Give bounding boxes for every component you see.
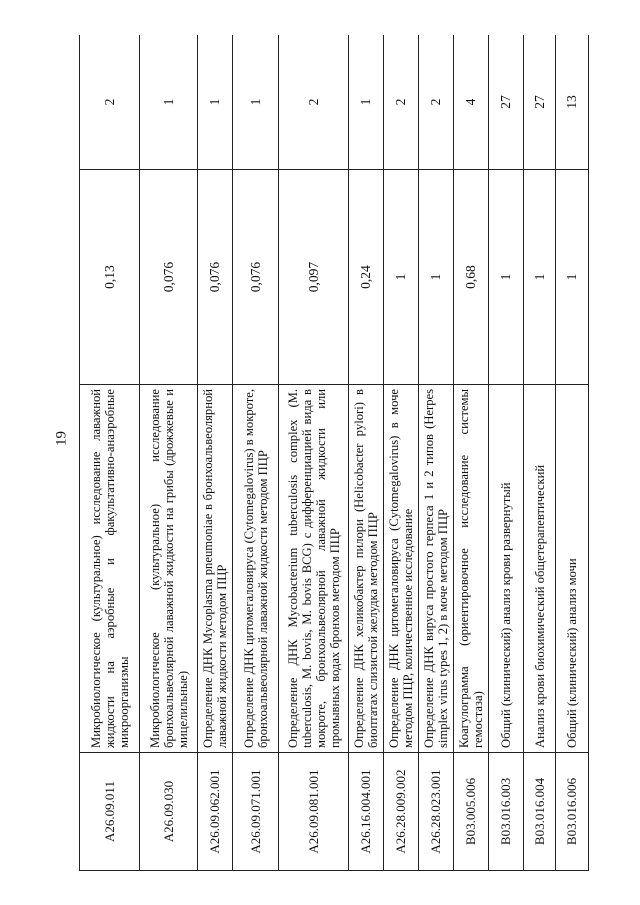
service-code: A26.09.081.001 bbox=[279, 753, 349, 871]
provision-frequency: 0,24 bbox=[349, 170, 384, 385]
service-name: Общий (клинический) анализ крови развернутый bbox=[489, 385, 524, 753]
service-code: A26.28.023.001 bbox=[419, 753, 454, 871]
provision-multiplicity: 2 bbox=[384, 35, 419, 170]
provision-frequency: 0,076 bbox=[232, 170, 279, 385]
service-code: B03.005.006 bbox=[454, 753, 489, 871]
service-code: B03.016.003 bbox=[489, 753, 524, 871]
provision-multiplicity: 13 bbox=[556, 35, 589, 170]
provision-multiplicity: 2 bbox=[419, 35, 454, 170]
table-row bbox=[197, 35, 232, 871]
provision-multiplicity: 2 bbox=[279, 35, 349, 170]
table-row bbox=[419, 35, 454, 871]
table-row bbox=[454, 35, 489, 871]
service-name: Микробиологическое (культуральное) исследование лаважной жидкости на аэробные и факультативно-анаэробные микроорганизмы bbox=[80, 385, 140, 753]
table-row bbox=[384, 35, 419, 871]
provision-frequency: 1 bbox=[489, 170, 524, 385]
service-name: Определение ДНК Mycobacterium tuberculosis complex (M. tuberculosis, M. bovis, M. bovis BCG) с дифференциацией вида в мокроте, бронхоальвеолярной лаважной жидкости или промывных водах бронхов методом ПЦР bbox=[279, 385, 349, 753]
provision-frequency: 0,076 bbox=[140, 170, 197, 385]
service-name: Определение ДНК Mycoplasma pneumoniae в бронхоальвеолярной лаважной жидкости методом ПЦР bbox=[197, 385, 232, 753]
service-code: A26.09.011 bbox=[80, 753, 140, 871]
provision-multiplicity: 27 bbox=[489, 35, 524, 170]
service-code: A26.09.071.001 bbox=[232, 753, 279, 871]
table-row bbox=[232, 35, 279, 871]
rotated-table-container bbox=[79, 35, 589, 871]
provision-frequency: 1 bbox=[556, 170, 589, 385]
provision-multiplicity: 4 bbox=[454, 35, 489, 170]
provision-multiplicity: 1 bbox=[140, 35, 197, 170]
services-table-region bbox=[79, 35, 589, 871]
provision-multiplicity: 1 bbox=[349, 35, 384, 170]
service-code: A26.09.062.001 bbox=[197, 753, 232, 871]
service-code: A26.16.004.001 bbox=[349, 753, 384, 871]
provision-multiplicity: 1 bbox=[232, 35, 279, 170]
services-table bbox=[79, 35, 589, 871]
service-code: B03.016.004 bbox=[524, 753, 556, 871]
provision-multiplicity: 2 bbox=[80, 35, 140, 170]
service-name: Определение ДНК цитомегаловируса (Cytomegalovirus) в моче методом ПЦР, количественное исследование bbox=[384, 385, 419, 753]
service-name: Анализ крови биохимический общетерапевтический bbox=[524, 385, 556, 753]
provision-frequency: 1 bbox=[384, 170, 419, 385]
table-row bbox=[140, 35, 197, 871]
provision-frequency: 1 bbox=[419, 170, 454, 385]
provision-frequency: 0,68 bbox=[454, 170, 489, 385]
service-name: Коагулограмма (ориентировочное исследование системы гемостаза) bbox=[454, 385, 489, 753]
table-row bbox=[489, 35, 524, 871]
provision-frequency: 0,076 bbox=[197, 170, 232, 385]
table-row bbox=[556, 35, 589, 871]
service-code: A26.09.030 bbox=[140, 753, 197, 871]
provision-multiplicity: 27 bbox=[524, 35, 556, 170]
table-row bbox=[524, 35, 556, 871]
service-name: Определение ДНК вируса простого герпеса 1 и 2 типов (Herpes simplex virus types 1, 2) в моче методом ПЦР bbox=[419, 385, 454, 753]
table-row bbox=[349, 35, 384, 871]
service-name: Общий (клинический) анализ мочи bbox=[556, 385, 589, 753]
service-name: Определение ДНК цитомегаловируса (Cytomegalovirus) в мокроте, бронхоальвеолярной лаважной жидкости методом ПЦР bbox=[232, 385, 279, 753]
page-number: 19 bbox=[53, 431, 70, 446]
provision-frequency: 0,097 bbox=[279, 170, 349, 385]
service-name: Определение ДНК хеликобактер пилори (Helicobacter pylori) в биоптатах слизистой желудка методом ПЦР bbox=[349, 385, 384, 753]
provision-multiplicity: 1 bbox=[197, 35, 232, 170]
provision-frequency: 0,13 bbox=[80, 170, 140, 385]
service-code: B03.016.006 bbox=[556, 753, 589, 871]
table-row bbox=[279, 35, 349, 871]
service-code: A26.28.009.002 bbox=[384, 753, 419, 871]
table-row bbox=[80, 35, 140, 871]
service-name: Микробиологическое (культуральное) исследование бронхоальвеолярной лаважной жидкости на грибы (дрожжевые и мицелильные) bbox=[140, 385, 197, 753]
provision-frequency: 1 bbox=[524, 170, 556, 385]
